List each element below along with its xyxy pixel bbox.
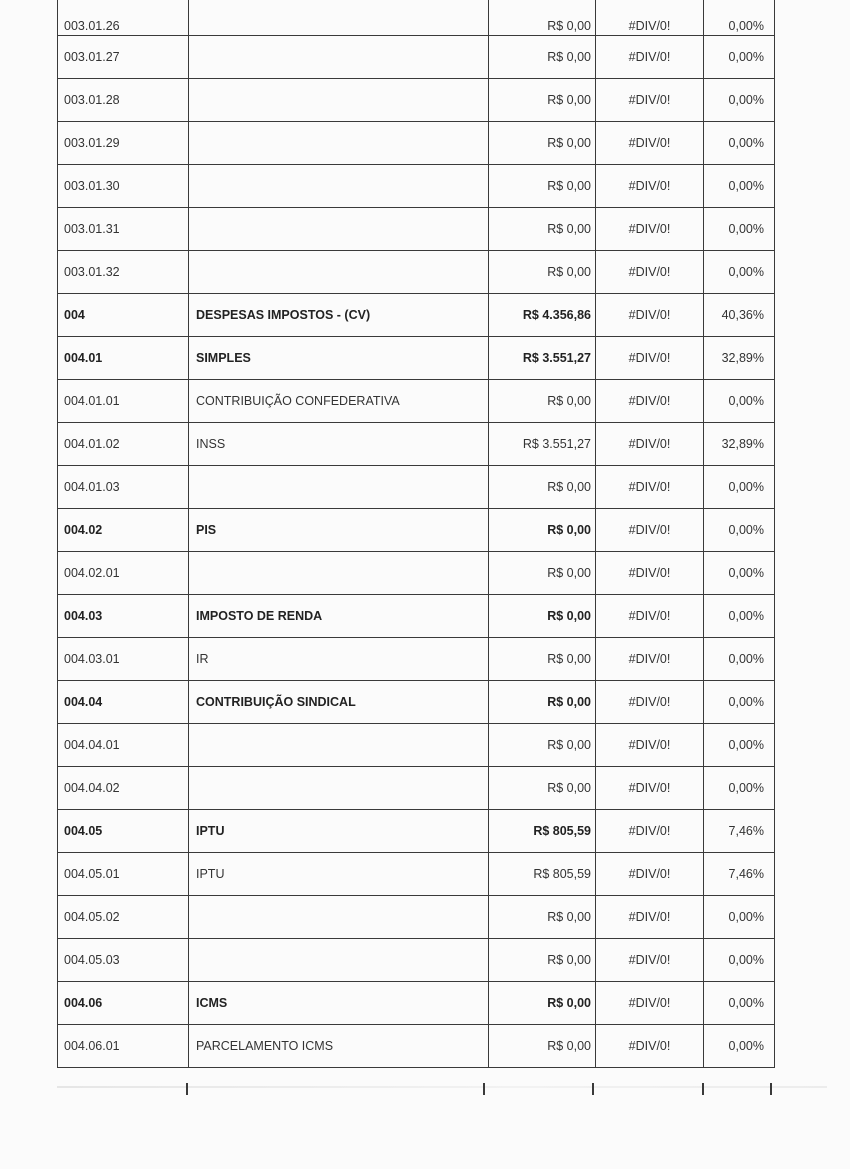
row-percent: 0,00% [704, 1025, 775, 1068]
row-percent: 32,89% [704, 423, 775, 466]
row-ratio: #DIV/0! [596, 724, 704, 767]
table-row [58, 509, 775, 552]
row-ratio: #DIV/0! [596, 79, 704, 122]
row-ratio: #DIV/0! [596, 208, 704, 251]
row-value: R$ 0,00 [489, 36, 596, 79]
row-code: 003.01.28 [58, 79, 189, 122]
expense-table-body [58, 0, 775, 1068]
row-percent: 0,00% [704, 165, 775, 208]
row-ratio: #DIV/0! [596, 896, 704, 939]
row-code: 004.05.02 [58, 896, 189, 939]
row-value: R$ 0,00 [489, 165, 596, 208]
row-ratio: #DIV/0! [596, 595, 704, 638]
column-line-stub [186, 1083, 188, 1095]
row-value: R$ 0,00 [489, 595, 596, 638]
row-code: 004.01.01 [58, 380, 189, 423]
table-row [58, 423, 775, 466]
row-percent: 40,36% [704, 294, 775, 337]
row-code: 003.01.31 [58, 208, 189, 251]
row-code: 003.01.27 [58, 36, 189, 79]
row-code: 004.02.01 [58, 552, 189, 595]
row-code: 004.03 [58, 595, 189, 638]
table-row [58, 810, 775, 853]
row-percent: 0,00% [704, 251, 775, 294]
row-code: 004.06 [58, 982, 189, 1025]
column-line-stub [702, 1083, 704, 1095]
row-percent: 0,00% [704, 681, 775, 724]
row-value: R$ 805,59 [489, 810, 596, 853]
row-value: R$ 0,00 [489, 939, 596, 982]
table-row [58, 595, 775, 638]
column-line-stub [770, 1083, 772, 1095]
row-description [189, 122, 489, 165]
row-ratio: #DIV/0! [596, 509, 704, 552]
row-code: 003.01.32 [58, 251, 189, 294]
row-code: 004.04.01 [58, 724, 189, 767]
table-row [58, 208, 775, 251]
table-row [58, 982, 775, 1025]
row-code: 004.01 [58, 337, 189, 380]
row-description [189, 724, 489, 767]
row-percent: 32,89% [704, 337, 775, 380]
row-value: R$ 0,00 [489, 380, 596, 423]
row-code: 004.01.03 [58, 466, 189, 509]
column-line-stub [592, 1083, 594, 1095]
table-row [58, 638, 775, 681]
row-value: R$ 0,00 [489, 509, 596, 552]
row-ratio: #DIV/0! [596, 122, 704, 165]
column-line-stub [483, 1083, 485, 1095]
row-description [189, 552, 489, 595]
table-row [58, 552, 775, 595]
row-description [189, 0, 489, 36]
row-value: R$ 0,00 [489, 681, 596, 724]
row-code: 004.04.02 [58, 767, 189, 810]
row-value: R$ 3.551,27 [489, 423, 596, 466]
table-row [58, 122, 775, 165]
row-description: IPTU [189, 810, 489, 853]
row-percent: 0,00% [704, 36, 775, 79]
row-ratio: #DIV/0! [596, 810, 704, 853]
row-percent: 0,00% [704, 466, 775, 509]
row-percent: 0,00% [704, 939, 775, 982]
row-code: 004.05.01 [58, 853, 189, 896]
row-ratio: #DIV/0! [596, 552, 704, 595]
row-percent: 7,46% [704, 810, 775, 853]
row-value: R$ 0,00 [489, 638, 596, 681]
row-ratio: #DIV/0! [596, 165, 704, 208]
row-percent: 0,00% [704, 380, 775, 423]
row-percent: 0,00% [704, 509, 775, 552]
row-value: R$ 0,00 [489, 767, 596, 810]
row-code: 004.03.01 [58, 638, 189, 681]
row-value: R$ 0,00 [489, 0, 596, 36]
row-description [189, 466, 489, 509]
row-ratio: #DIV/0! [596, 681, 704, 724]
table-row [58, 165, 775, 208]
table-row [58, 0, 775, 36]
row-ratio: #DIV/0! [596, 294, 704, 337]
table-row [58, 337, 775, 380]
row-ratio: #DIV/0! [596, 380, 704, 423]
row-description [189, 251, 489, 294]
row-value: R$ 3.551,27 [489, 337, 596, 380]
table-row [58, 896, 775, 939]
row-percent: 0,00% [704, 552, 775, 595]
table-row [58, 380, 775, 423]
row-value: R$ 4.356,86 [489, 294, 596, 337]
row-ratio: #DIV/0! [596, 853, 704, 896]
table-row [58, 79, 775, 122]
row-code: 004.01.02 [58, 423, 189, 466]
row-description: INSS [189, 423, 489, 466]
row-code: 004.06.01 [58, 1025, 189, 1068]
row-percent: 0,00% [704, 767, 775, 810]
row-description [189, 165, 489, 208]
table-row [58, 853, 775, 896]
table-row [58, 724, 775, 767]
row-code: 003.01.30 [58, 165, 189, 208]
row-value: R$ 0,00 [489, 466, 596, 509]
row-ratio: #DIV/0! [596, 251, 704, 294]
row-percent: 0,00% [704, 638, 775, 681]
row-ratio: #DIV/0! [596, 0, 704, 36]
row-description [189, 939, 489, 982]
row-ratio: #DIV/0! [596, 466, 704, 509]
row-percent: 0,00% [704, 595, 775, 638]
table-row [58, 36, 775, 79]
row-ratio: #DIV/0! [596, 939, 704, 982]
row-description [189, 79, 489, 122]
row-value: R$ 0,00 [489, 982, 596, 1025]
row-value: R$ 0,00 [489, 724, 596, 767]
row-description [189, 36, 489, 79]
row-code: 003.01.29 [58, 122, 189, 165]
row-value: R$ 0,00 [489, 79, 596, 122]
table-row [58, 767, 775, 810]
row-ratio: #DIV/0! [596, 767, 704, 810]
row-description [189, 208, 489, 251]
row-percent: 7,46% [704, 853, 775, 896]
table-row [58, 251, 775, 294]
table-row [58, 294, 775, 337]
row-description: IPTU [189, 853, 489, 896]
row-value: R$ 0,00 [489, 251, 596, 294]
row-code: 004 [58, 294, 189, 337]
row-description [189, 896, 489, 939]
table-row [58, 939, 775, 982]
row-value: R$ 0,00 [489, 1025, 596, 1068]
row-percent: 0,00% [704, 0, 775, 36]
row-code: 004.05.03 [58, 939, 189, 982]
row-ratio: #DIV/0! [596, 982, 704, 1025]
row-code: 003.01.26 [58, 0, 189, 36]
row-percent: 0,00% [704, 896, 775, 939]
row-percent: 0,00% [704, 208, 775, 251]
row-percent: 0,00% [704, 982, 775, 1025]
row-description: IMPOSTO DE RENDA [189, 595, 489, 638]
table-row [58, 466, 775, 509]
row-description: ICMS [189, 982, 489, 1025]
row-description [189, 767, 489, 810]
row-code: 004.02 [58, 509, 189, 552]
row-description: CONTRIBUIÇÃO CONFEDERATIVA [189, 380, 489, 423]
row-description: DESPESAS IMPOSTOS - (CV) [189, 294, 489, 337]
row-ratio: #DIV/0! [596, 36, 704, 79]
row-ratio: #DIV/0! [596, 1025, 704, 1068]
row-description: IR [189, 638, 489, 681]
row-value: R$ 805,59 [489, 853, 596, 896]
row-percent: 0,00% [704, 122, 775, 165]
row-description: SIMPLES [189, 337, 489, 380]
page-fold-shadow [57, 1086, 827, 1088]
row-description: PARCELAMENTO ICMS [189, 1025, 489, 1068]
row-code: 004.04 [58, 681, 189, 724]
row-code: 004.05 [58, 810, 189, 853]
row-description: PIS [189, 509, 489, 552]
row-percent: 0,00% [704, 79, 775, 122]
row-percent: 0,00% [704, 724, 775, 767]
row-value: R$ 0,00 [489, 208, 596, 251]
row-ratio: #DIV/0! [596, 423, 704, 466]
expense-table [57, 0, 775, 1068]
row-value: R$ 0,00 [489, 896, 596, 939]
row-description: CONTRIBUIÇÃO SINDICAL [189, 681, 489, 724]
table-row [58, 681, 775, 724]
table-row [58, 1025, 775, 1068]
row-value: R$ 0,00 [489, 122, 596, 165]
row-value: R$ 0,00 [489, 552, 596, 595]
row-ratio: #DIV/0! [596, 638, 704, 681]
row-ratio: #DIV/0! [596, 337, 704, 380]
